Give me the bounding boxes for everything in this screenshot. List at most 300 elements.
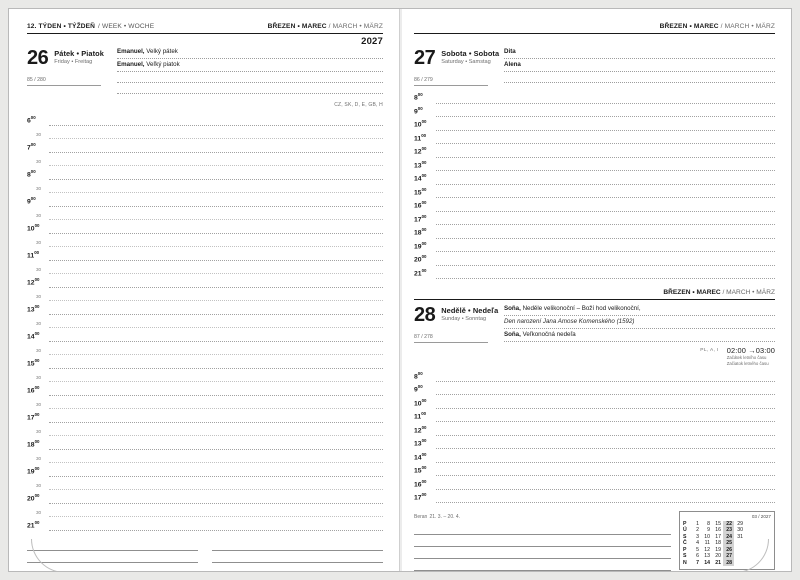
day-name-primary: Sobota • Sobota: [441, 49, 500, 58]
write-line[interactable]: [436, 394, 775, 395]
note-rest: Veľký piatok: [144, 60, 180, 68]
hour-minutes: 00: [421, 397, 427, 403]
write-line[interactable]: [49, 449, 383, 450]
hour-minutes: 00: [421, 438, 427, 444]
write-line[interactable]: [49, 408, 383, 409]
nameday-notes: [113, 48, 383, 96]
write-line[interactable]: [436, 381, 775, 382]
hour-row[interactable]: [27, 355, 383, 369]
hour-minutes: 00: [417, 370, 423, 376]
day-name-primary: Pátek • Piatok: [54, 49, 104, 58]
hour-row[interactable]: [414, 490, 775, 504]
hour-minutes: 00: [421, 173, 427, 179]
hour-row[interactable]: [27, 463, 383, 477]
day-cell[interactable]: 21: [715, 559, 721, 566]
hour-label: $16^{00}$: [414, 200, 427, 210]
write-line[interactable]: [436, 489, 775, 490]
hour-row[interactable]: [27, 301, 383, 315]
hour-row[interactable]: [414, 158, 775, 172]
day-cell[interactable]: 6: [696, 553, 699, 560]
hour-row[interactable]: [414, 436, 775, 450]
hour-minutes: 00: [417, 105, 423, 111]
write-line[interactable]: [49, 327, 383, 328]
month-label: [663, 289, 775, 296]
write-line[interactable]: [49, 503, 383, 504]
hour-minutes: 00: [421, 132, 427, 138]
half-hour-row[interactable]: [27, 396, 383, 409]
day-cell[interactable]: 5: [696, 546, 699, 553]
book-spine: [400, 9, 402, 571]
half-hour-row[interactable]: [27, 504, 383, 517]
day-cell-highlighted[interactable]: 27: [723, 553, 734, 560]
half-hour-label: 30: [36, 348, 42, 354]
write-line[interactable]: [436, 448, 775, 449]
day-of-year: 86 / 279: [414, 77, 488, 86]
hour-row[interactable]: [27, 517, 383, 531]
hour-row[interactable]: [27, 409, 383, 423]
hour-row[interactable]: [414, 449, 775, 463]
hour-row[interactable]: [414, 117, 775, 131]
half-hour-label: 30: [36, 213, 42, 219]
hour-minutes: 00: [30, 168, 36, 174]
half-hour-label: 30: [36, 402, 42, 408]
note-write-line[interactable]: [212, 539, 383, 551]
month-label-langs: / MARCH • MÄRZ: [722, 289, 775, 296]
day-cell[interactable]: 12: [704, 546, 710, 553]
hour-label: $11^{00}$: [27, 249, 40, 260]
day-name-primary: Nedělě • Nedeľa: [441, 306, 499, 315]
day-cell[interactable]: 2: [696, 527, 699, 534]
day-block-26: [27, 48, 383, 96]
hour-minutes: 00: [421, 411, 427, 417]
half-hour-row[interactable]: [27, 315, 383, 328]
hour-row[interactable]: [414, 144, 775, 158]
hour-row[interactable]: [414, 131, 775, 145]
hour-minutes: 00: [421, 451, 427, 457]
note-write-line[interactable]: [414, 559, 671, 571]
day-block-27: [414, 48, 775, 86]
hour-label: $10^{00}$: [27, 222, 40, 233]
hour-row[interactable]: [27, 139, 383, 153]
hour-label: $17^{00}$: [27, 411, 40, 422]
write-line[interactable]: [436, 130, 775, 131]
note-write-line[interactable]: [414, 523, 671, 535]
note-line[interactable]: [504, 74, 775, 83]
write-line[interactable]: [436, 103, 775, 104]
hour-minutes: 00: [421, 465, 427, 471]
hour-label: $7^{00}$: [27, 141, 36, 152]
half-hour-label: 30: [36, 456, 42, 462]
hour-row[interactable]: [414, 252, 775, 266]
hour-row[interactable]: [414, 104, 775, 118]
hour-row[interactable]: [414, 239, 775, 253]
hour-row[interactable]: [27, 247, 383, 261]
hour-label: $19^{00}$: [27, 465, 40, 476]
write-line[interactable]: [49, 125, 383, 126]
hour-row[interactable]: [414, 395, 775, 409]
hour-minutes: 00: [421, 213, 427, 219]
hour-row[interactable]: [414, 198, 775, 212]
write-line[interactable]: [436, 170, 775, 171]
hour-label: $14^{00}$: [27, 330, 40, 341]
day-cell[interactable]: 1: [696, 520, 699, 527]
hour-label: $9^{00}$: [414, 384, 423, 394]
note-bold: Emanuel,: [117, 48, 145, 55]
hour-row[interactable]: [414, 90, 775, 104]
write-line[interactable]: [436, 143, 775, 144]
hour-minutes: 00: [34, 384, 40, 390]
write-line[interactable]: [436, 116, 775, 117]
write-line[interactable]: [49, 260, 383, 261]
hour-label: $11^{00}$: [414, 411, 427, 421]
note-rest: Neděle velikonoční – Boží hod velikonoční,: [520, 305, 641, 312]
hour-minutes: 00: [421, 200, 427, 206]
note-write-line[interactable]: [212, 551, 383, 563]
write-line[interactable]: [436, 224, 775, 225]
hour-label: $15^{00}$: [414, 465, 427, 475]
hour-minutes: 00: [417, 384, 423, 390]
dst-caption-sk: Začiatok letného času: [726, 360, 769, 366]
hour-grid-26: [27, 112, 383, 531]
half-hour-label: 30: [36, 267, 42, 273]
hour-label: $12^{00}$: [414, 424, 427, 434]
weekday-letter: Č: [683, 540, 687, 547]
write-line[interactable]: [436, 421, 775, 422]
half-hour-row[interactable]: [27, 450, 383, 463]
day-cell-highlighted[interactable]: 25: [723, 540, 734, 547]
hour-row[interactable]: [27, 220, 383, 234]
hour-minutes: 00: [421, 254, 427, 260]
hour-minutes: 00: [30, 195, 36, 201]
half-hour-label: 30: [36, 510, 42, 516]
note-line[interactable]: [504, 61, 775, 72]
day-identity: [414, 48, 500, 86]
hour-minutes: 00: [34, 519, 40, 525]
hour-row[interactable]: [414, 266, 775, 280]
note-bold: Soňa,: [504, 305, 521, 312]
write-line[interactable]: [49, 165, 383, 166]
dst-country-codes: PL, A, I: [700, 347, 719, 353]
weekday-letter: Ú: [683, 527, 687, 534]
day-cell[interactable]: 31: [737, 533, 743, 540]
day-cell-highlighted[interactable]: 22: [723, 521, 734, 528]
half-hour-label: 30: [36, 321, 42, 327]
hour-label: $16^{00}$: [27, 384, 40, 395]
hour-row[interactable]: [414, 476, 775, 490]
day-cell[interactable]: 16: [715, 527, 721, 534]
day-block-28: [414, 305, 775, 344]
month-label: [268, 23, 383, 30]
hour-row[interactable]: [414, 368, 775, 382]
hour-minutes: 00: [34, 438, 40, 444]
hour-row[interactable]: [27, 166, 383, 180]
write-line[interactable]: [49, 422, 383, 423]
hour-label: $9^{00}$: [414, 105, 423, 116]
daylight-saving-note: [414, 346, 775, 366]
half-hour-label: 30: [36, 483, 42, 489]
hour-minutes: 00: [30, 141, 36, 147]
dst-caption-cs: Začátek letního času: [726, 354, 767, 360]
note-line[interactable]: [117, 61, 383, 72]
month-label-langs: / MARCH • MÄRZ: [720, 23, 775, 30]
write-line[interactable]: [49, 435, 383, 436]
hour-minutes: 00: [421, 159, 427, 165]
half-hour-row[interactable]: [27, 153, 383, 166]
hour-row[interactable]: [414, 185, 775, 199]
note-write-line[interactable]: [414, 535, 671, 547]
note-line[interactable]: [504, 331, 775, 342]
write-line[interactable]: [49, 530, 383, 531]
note-line[interactable]: [504, 48, 775, 59]
weekday-letter: P: [683, 546, 687, 553]
note-bold: Soňa,: [504, 330, 521, 338]
write-line[interactable]: [436, 265, 775, 266]
month-label: [660, 23, 775, 30]
zodiac-sign-label: Beran: [414, 514, 428, 521]
half-hour-row[interactable]: [27, 180, 383, 193]
write-line[interactable]: [436, 157, 775, 158]
write-line[interactable]: [436, 251, 775, 252]
hour-minutes: 00: [34, 465, 40, 471]
day-identity: [414, 305, 500, 344]
week-label: [27, 23, 155, 30]
hour-row[interactable]: [414, 422, 775, 436]
write-line[interactable]: [436, 278, 775, 279]
hour-label: $10^{00}$: [414, 119, 427, 129]
day-name-secondary: Friday • Freitag: [54, 59, 93, 65]
hour-row[interactable]: [27, 490, 383, 504]
note-write-line[interactable]: [414, 571, 671, 572]
hour-row[interactable]: [27, 382, 383, 396]
hour-label: $20^{00}$: [414, 254, 427, 264]
nameday-notes: [500, 305, 775, 344]
hour-label: $17^{00}$: [414, 492, 427, 502]
day-cell[interactable]: 10: [704, 533, 710, 540]
write-line[interactable]: [49, 354, 383, 355]
day-number: 27: [414, 47, 436, 69]
day-of-year: 87 / 278: [414, 334, 488, 343]
day-cell[interactable]: 17: [715, 533, 721, 540]
hour-label: $12^{00}$: [414, 146, 427, 156]
half-hour-label: 30: [36, 240, 42, 246]
hour-minutes: 00: [30, 114, 36, 120]
note-write-line[interactable]: [212, 563, 383, 572]
hour-grid-27: [414, 90, 775, 279]
month-label-bold: BŘEZEN • MAREC: [659, 23, 719, 30]
hour-minutes: 00: [34, 222, 40, 228]
write-line[interactable]: [436, 462, 775, 463]
write-line[interactable]: [49, 462, 383, 463]
half-hour-row[interactable]: [27, 477, 383, 490]
hour-label: $6^{00}$: [27, 114, 36, 125]
half-hour-row[interactable]: [27, 288, 383, 301]
hour-minutes: 00: [421, 267, 427, 273]
write-line[interactable]: [49, 395, 383, 396]
hour-minutes: 00: [34, 249, 40, 255]
half-hour-row[interactable]: [27, 423, 383, 436]
zodiac-note-lines: [414, 523, 671, 572]
day-name-secondary: Sunday • Sonntag: [441, 316, 487, 322]
free-notes-area: [27, 539, 383, 572]
half-hour-row[interactable]: [27, 342, 383, 355]
hour-grid-28: [414, 368, 775, 503]
half-hour-label: 30: [36, 132, 42, 138]
hour-row[interactable]: [414, 382, 775, 396]
right-page: [400, 9, 791, 571]
hour-row[interactable]: [27, 328, 383, 342]
day-cell[interactable]: 3: [696, 533, 699, 540]
day-identity: [27, 48, 113, 96]
write-line[interactable]: [49, 192, 383, 193]
day-number: 28: [414, 304, 436, 326]
write-line[interactable]: [49, 179, 383, 180]
day-cell[interactable]: 13: [704, 553, 710, 560]
hour-label: $9^{00}$: [27, 195, 36, 206]
day-cell-highlighted[interactable]: 23: [723, 527, 734, 534]
half-hour-row[interactable]: [27, 234, 383, 247]
hour-label: $8^{00}$: [414, 370, 423, 380]
hour-minutes: 00: [34, 492, 40, 498]
hour-minutes: 00: [421, 227, 427, 233]
note-line[interactable]: [117, 74, 383, 83]
hour-row[interactable]: [414, 409, 775, 423]
hour-row[interactable]: [414, 225, 775, 239]
write-line[interactable]: [49, 341, 383, 342]
day-cell[interactable]: 30: [737, 527, 743, 534]
hour-label: $10^{00}$: [414, 397, 427, 407]
write-line[interactable]: [436, 475, 775, 476]
month-label-bold: BŘEZEN • MAREC: [267, 23, 327, 30]
note-line[interactable]: [504, 305, 775, 316]
hour-minutes: 00: [421, 146, 427, 152]
write-line[interactable]: [49, 233, 383, 234]
day-cell[interactable]: 20: [715, 553, 721, 560]
note-line[interactable]: [117, 48, 383, 59]
hour-row[interactable]: [27, 193, 383, 207]
hour-minutes: 00: [421, 240, 427, 246]
hour-label: $14^{00}$: [414, 173, 427, 183]
half-hour-label: 30: [36, 186, 42, 192]
write-line[interactable]: [49, 489, 383, 490]
month-label-bold: BŘEZEN • MAREC: [663, 289, 721, 296]
note-rest: Veľkonočná nedeľa: [520, 330, 576, 338]
nameday-notes: [500, 48, 775, 86]
note-rest: Velký pátek: [144, 48, 178, 55]
hour-minutes: 00: [421, 424, 427, 430]
half-hour-label: 30: [36, 294, 42, 300]
half-hour-row[interactable]: [27, 261, 383, 274]
write-line[interactable]: [436, 238, 775, 239]
note-line[interactable]: [504, 318, 775, 329]
weekday-letter: S: [683, 553, 687, 560]
hour-minutes: 00: [421, 119, 427, 125]
hour-label: $11^{00}$: [414, 132, 427, 143]
write-line[interactable]: [49, 287, 383, 288]
hour-label: $18^{00}$: [414, 227, 427, 237]
day-of-year: 85 / 280: [27, 77, 101, 86]
day-cell-highlighted[interactable]: 28: [723, 560, 734, 567]
hour-row[interactable]: [414, 212, 775, 226]
write-line[interactable]: [436, 435, 775, 436]
write-line[interactable]: [436, 211, 775, 212]
half-hour-label: 30: [36, 375, 42, 381]
write-line[interactable]: [436, 197, 775, 198]
half-hour-label: 30: [36, 429, 42, 435]
note-line[interactable]: [117, 85, 383, 94]
day-cell[interactable]: 8: [707, 520, 710, 527]
day-cell[interactable]: 29: [737, 520, 743, 527]
day-cell[interactable]: 19: [715, 546, 721, 553]
write-line[interactable]: [49, 206, 383, 207]
half-hour-row[interactable]: [27, 126, 383, 139]
hour-row[interactable]: [27, 112, 383, 126]
write-line[interactable]: [49, 138, 383, 139]
hour-row[interactable]: [27, 274, 383, 288]
half-hour-row[interactable]: [27, 369, 383, 382]
hour-row[interactable]: [27, 436, 383, 450]
write-line[interactable]: [49, 381, 383, 382]
weekday-letter: S: [683, 533, 687, 540]
write-line[interactable]: [436, 408, 775, 409]
day-cell[interactable]: 11: [704, 540, 710, 547]
write-line[interactable]: [49, 152, 383, 153]
hour-label: $13^{00}$: [414, 438, 427, 448]
day-cell[interactable]: 18: [715, 540, 721, 547]
write-line[interactable]: [49, 300, 383, 301]
hour-minutes: 00: [34, 357, 40, 363]
dst-time-change: 02:00 →03:00: [726, 345, 775, 355]
hour-minutes: 00: [417, 92, 423, 98]
hour-label: $15^{00}$: [27, 357, 40, 368]
write-line[interactable]: [436, 184, 775, 185]
diary-spread: [8, 8, 792, 572]
weekday-letter: P: [683, 520, 687, 527]
day-cell-highlighted[interactable]: 24: [723, 534, 734, 541]
day-cell[interactable]: 7: [696, 559, 699, 566]
hour-minutes: 00: [34, 276, 40, 282]
hour-row[interactable]: [414, 171, 775, 185]
write-line[interactable]: [49, 219, 383, 220]
country-holiday-codes: CZ, SK, D, E, GB, H: [334, 101, 383, 108]
day-cell-highlighted[interactable]: 26: [723, 547, 734, 554]
write-line[interactable]: [49, 273, 383, 274]
hour-label: $8^{00}$: [27, 168, 36, 179]
day-cell[interactable]: 9: [707, 527, 710, 534]
day-cell[interactable]: 14: [704, 559, 710, 566]
hour-row[interactable]: [414, 463, 775, 477]
day-cell[interactable]: 4: [696, 540, 699, 547]
write-line[interactable]: [49, 368, 383, 369]
zodiac-block: [414, 511, 671, 572]
hour-label: $13^{00}$: [414, 159, 427, 170]
write-line[interactable]: [49, 246, 383, 247]
note-write-line[interactable]: [414, 547, 671, 559]
month-label-langs: / MARCH • MÄRZ: [328, 23, 383, 30]
write-line[interactable]: [49, 476, 383, 477]
write-line[interactable]: [49, 516, 383, 517]
half-hour-row[interactable]: [27, 207, 383, 220]
write-line[interactable]: [436, 502, 775, 503]
hour-minutes: 00: [421, 492, 427, 498]
day-cell[interactable]: 15: [715, 520, 721, 527]
right-page-header: [414, 23, 775, 34]
note-bold: Emanuel,: [117, 60, 145, 68]
mini-calendar-title: 03 / 2027: [751, 514, 771, 520]
left-page: [9, 9, 400, 571]
write-line[interactable]: [49, 314, 383, 315]
week-label-langs: / WEEK • WOCHE: [98, 23, 155, 30]
day-name-secondary: Saturday • Samstag: [441, 59, 491, 65]
